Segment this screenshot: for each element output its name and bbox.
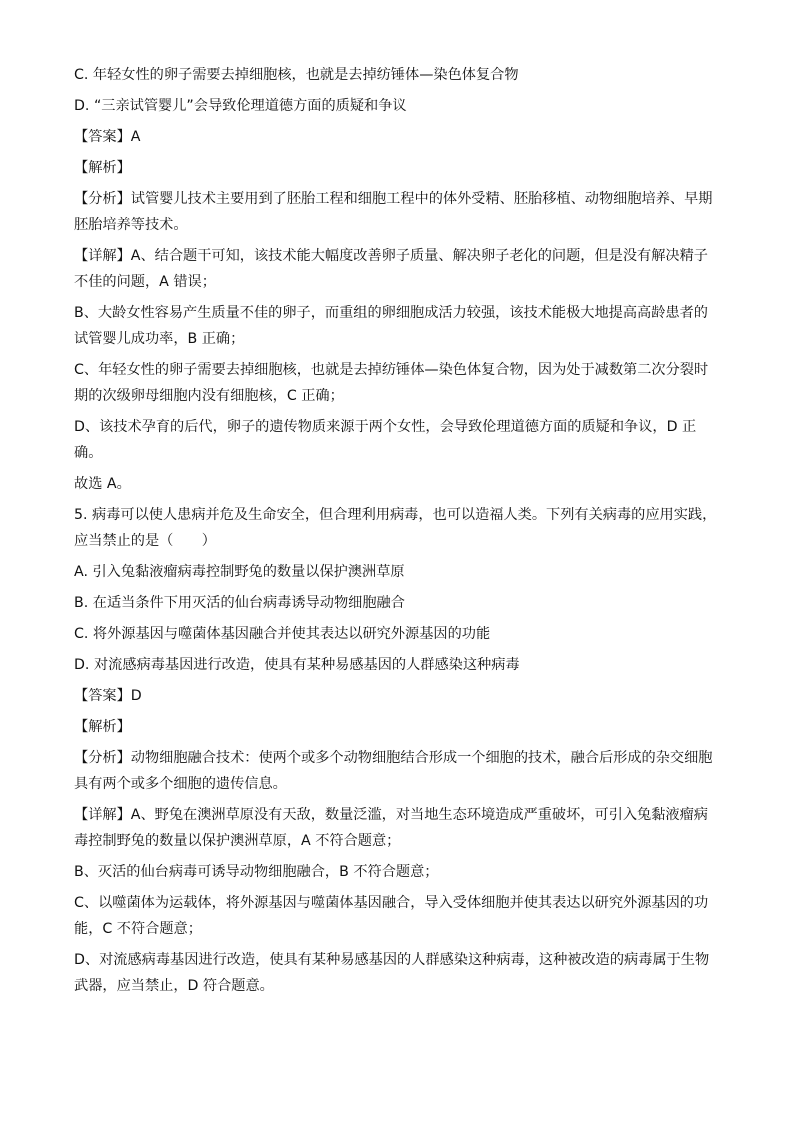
question-5-detail-a: 【详解】A、野兔在澳洲草原没有天敌，数量泛滥，对当地生态环境造成严重破坏，可引入兔黏液瘤病毒控制野兔的数量以保护澳洲草原，A 不符合题意； — [74, 807, 708, 849]
question-5-detail-d: D、对流感病毒基因进行改造，使具有某种易感基因的人群感染这种病毒，这种被改造的病毒属于生物武器，应当禁止，D 符合题意。 — [74, 952, 710, 994]
detail-b-paragraph: B、大龄女性容易产生质量不佳的卵子，而重组的卵细胞成活力较强，该技术能极大地提高高龄患者的试管婴儿成功率，B 正确； — [74, 305, 708, 347]
document-body — [74, 62, 720, 1004]
question-5-option-b: B. 在适当条件下用灭活的仙台病毒诱导动物细胞融合 — [74, 595, 405, 611]
detail-c-paragraph: C、年轻女性的卵子需要去掉细胞核，也就是去掉纺锤体—染色体复合物，因为处于减数第二次分裂时期的次级卵母细胞内没有细胞核，C 正确； — [74, 362, 709, 404]
analysis-heading: 【解析】 — [74, 160, 131, 176]
answer-label: 【答案】A — [74, 129, 141, 145]
question-5-answer: 【答案】D — [74, 688, 142, 704]
question-5-analysis-paragraph: 【分析】动物细胞融合技术：使两个或多个动物细胞结合形成一个细胞的技术，融合后形成的杂交细胞具有两个或多个细胞的遗传信息。 — [74, 750, 713, 792]
question-5-stem: 5. 病毒可以使人患病并危及生命安全，但合理利用病毒，也可以造福人类。下列有关病毒的应用实践，应当禁止的是（ ） — [74, 507, 717, 549]
analysis-paragraph: 【分析】试管婴儿技术主要用到了胚胎工程和细胞工程中的体外受精、胚胎移植、动物细胞培养、早期胚胎培养等技术。 — [74, 191, 713, 233]
question-5-detail-c: C、以噬菌体为运载体，将外源基因与噬菌体基因融合，导入受体细胞并使其表达以研究外源基因的功能，C 不符合题意； — [74, 895, 709, 937]
detail-d-paragraph: D、该技术孕育的后代，卵子的遗传物质来源于两个女性，会导致伦理道德方面的质疑和争议，D 正确。 — [74, 419, 697, 461]
question-5-option-d: D. 对流感病毒基因进行改造，使具有某种易感基因的人群感染这种病毒 — [74, 657, 520, 673]
question-5-option-c: C. 将外源基因与噬菌体基因融合并使其表达以研究外源基因的功能 — [74, 626, 491, 642]
detail-a-paragraph: 【详解】A、结合题干可知，该技术能大幅度改善卵子质量、解决卵子老化的问题，但是没有解决精子不佳的问题，A 错误； — [74, 248, 708, 290]
question-5-option-a: A. 引入兔黏液瘤病毒控制野兔的数量以保护澳洲草原 — [74, 564, 405, 580]
conclusion-line: 故选 A。 — [74, 476, 131, 492]
option-c-text: C. 年轻女性的卵子需要去掉细胞核，也就是去掉纺锤体—染色体复合物 — [74, 67, 519, 83]
question-5-detail-b: B、灭活的仙台病毒可诱导动物细胞融合，B 不符合题意； — [74, 864, 439, 880]
option-d-text: D. “三亲试管婴儿”会导致伦理道德方面的质疑和争议 — [74, 98, 407, 114]
question-5-analysis-heading: 【解析】 — [74, 719, 131, 735]
